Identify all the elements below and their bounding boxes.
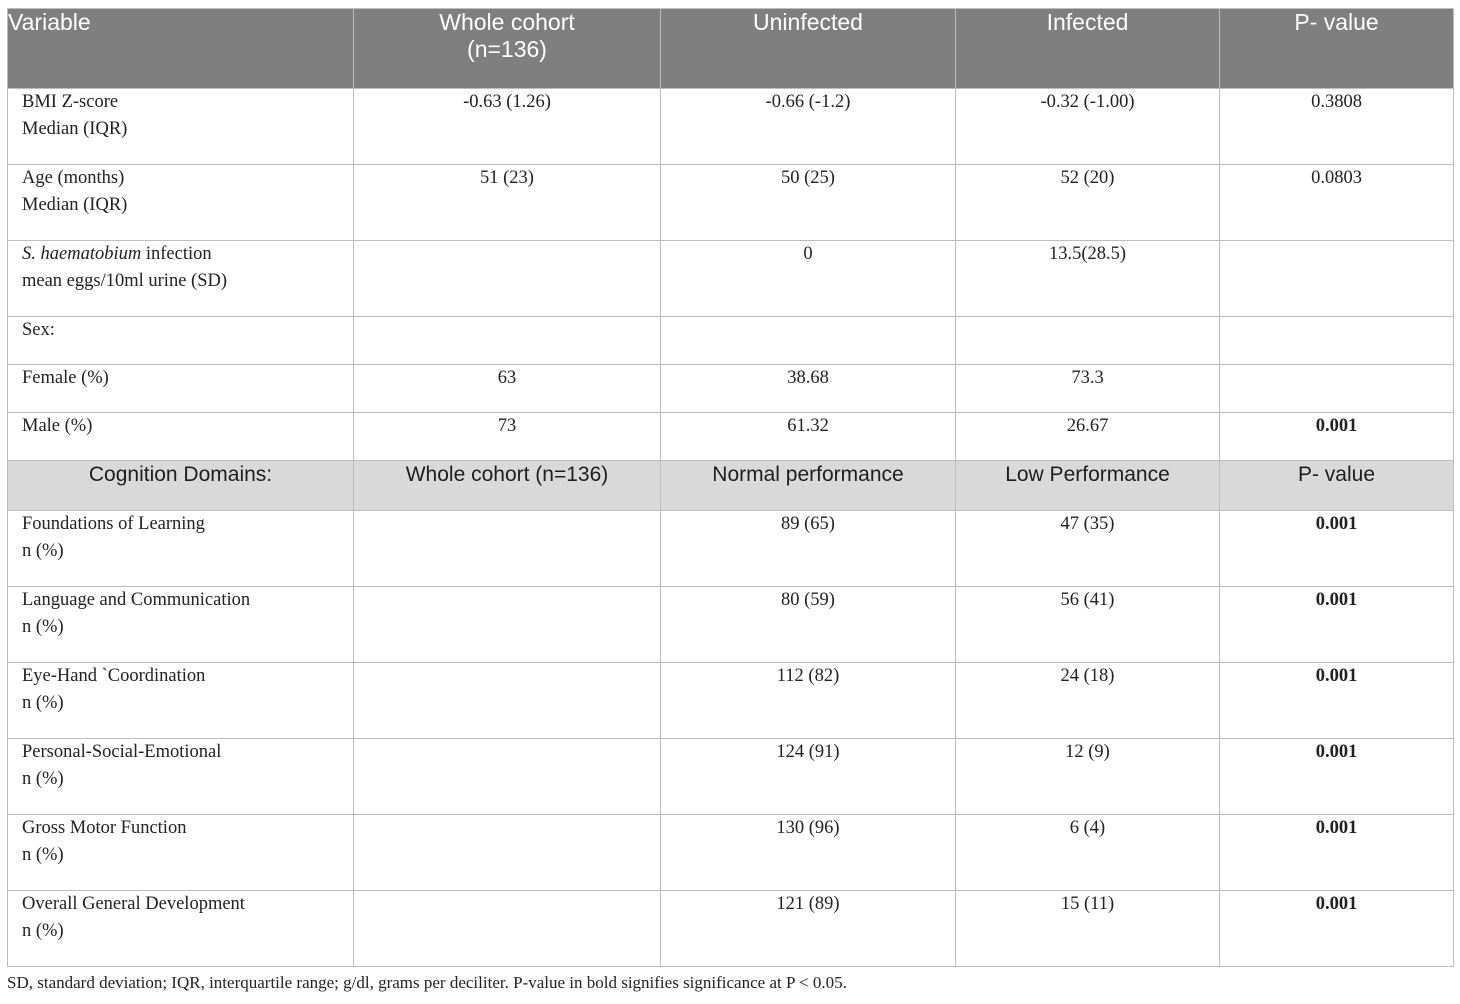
cell-p-value: 0.001 (1220, 891, 1454, 967)
cell-p-value (1220, 317, 1454, 365)
cell-normal: 121 (89) (661, 891, 956, 967)
cell-whole: 73 (354, 413, 661, 461)
cell-normal: 124 (91) (661, 739, 956, 815)
cell-whole: 51 (23) (354, 165, 661, 241)
cell-low: 15 (11) (956, 891, 1220, 967)
subheader-normal-performance: Normal performance (661, 461, 956, 511)
row-label: Personal-Social-Emotional n (%) (8, 739, 354, 815)
cell-p-value: 0.001 (1220, 663, 1454, 739)
cell-normal: 112 (82) (661, 663, 956, 739)
table-row (8, 317, 1454, 365)
cell-low: 56 (41) (956, 587, 1220, 663)
cell-whole (354, 587, 661, 663)
cell-whole (354, 511, 661, 587)
table-row (8, 739, 1454, 815)
cell-p-value: 0.001 (1220, 413, 1454, 461)
cell-p-value: 0.3808 (1220, 89, 1454, 165)
table-row (8, 511, 1454, 587)
table-row (8, 587, 1454, 663)
cell-normal: 89 (65) (661, 511, 956, 587)
cell-uninfected: 38.68 (661, 365, 956, 413)
cell-whole: 63 (354, 365, 661, 413)
cell-p-value: 0.001 (1220, 739, 1454, 815)
row-label: Male (%) (8, 413, 354, 461)
subheader-whole-cohort: Whole cohort (n=136) (354, 461, 661, 511)
cell-normal: 130 (96) (661, 815, 956, 891)
row-label: Age (months) Median (IQR) (8, 165, 354, 241)
cell-low: 12 (9) (956, 739, 1220, 815)
cell-p-value: 0.001 (1220, 587, 1454, 663)
cell-uninfected (661, 317, 956, 365)
cell-uninfected: 0 (661, 241, 956, 317)
cell-p-value (1220, 365, 1454, 413)
cell-whole (354, 891, 661, 967)
row-label: Overall General Development n (%) (8, 891, 354, 967)
cell-whole (354, 815, 661, 891)
cell-infected: 26.67 (956, 413, 1220, 461)
cell-p-value: 0.001 (1220, 815, 1454, 891)
row-label: Foundations of Learning n (%) (8, 511, 354, 587)
table-row (8, 241, 1454, 317)
cell-whole (354, 663, 661, 739)
cell-low: 6 (4) (956, 815, 1220, 891)
cell-whole (354, 317, 661, 365)
table-row (8, 89, 1454, 165)
subheader-cognition-domains: Cognition Domains: (8, 461, 354, 511)
cell-whole (354, 739, 661, 815)
subheader-p-value: P- value (1220, 461, 1454, 511)
species-name: S. haematobium (22, 244, 142, 264)
cell-p-value (1220, 241, 1454, 317)
table-row (8, 365, 1454, 413)
cell-p-value: 0.0803 (1220, 165, 1454, 241)
header-whole-cohort: Whole cohort (n=136) (354, 9, 661, 89)
cell-low: 47 (35) (956, 511, 1220, 587)
cell-infected (956, 317, 1220, 365)
table-subheader-row (8, 461, 1454, 511)
table-row (8, 891, 1454, 967)
table-row (8, 413, 1454, 461)
cell-uninfected: 61.32 (661, 413, 956, 461)
row-label: Gross Motor Function n (%) (8, 815, 354, 891)
cell-uninfected: -0.66 (-1.2) (661, 89, 956, 165)
header-p-value: P- value (1220, 9, 1454, 89)
cell-p-value: 0.001 (1220, 511, 1454, 587)
table-row (8, 165, 1454, 241)
row-label: Eye-Hand `Coordination n (%) (8, 663, 354, 739)
cell-infected: -0.32 (-1.00) (956, 89, 1220, 165)
cell-infected: 73.3 (956, 365, 1220, 413)
row-label: S. haematobium infection mean eggs/10ml urine (SD) (8, 241, 354, 317)
data-table (7, 8, 1454, 967)
cell-whole: -0.63 (1.26) (354, 89, 661, 165)
cell-low: 24 (18) (956, 663, 1220, 739)
row-label: BMI Z-score Median (IQR) (8, 89, 354, 165)
cell-infected: 13.5(28.5) (956, 241, 1220, 317)
header-infected: Infected (956, 9, 1220, 89)
row-label: Female (%) (8, 365, 354, 413)
header-uninfected: Uninfected (661, 9, 956, 89)
table-row (8, 663, 1454, 739)
cell-whole (354, 241, 661, 317)
subheader-low-performance: Low Performance (956, 461, 1220, 511)
row-label: Language and Communication n (%) (8, 587, 354, 663)
header-variable: Variable (8, 9, 354, 89)
cell-normal: 80 (59) (661, 587, 956, 663)
table-row (8, 815, 1454, 891)
cell-infected: 52 (20) (956, 165, 1220, 241)
table-header-row (8, 9, 1454, 89)
cell-uninfected: 50 (25) (661, 165, 956, 241)
row-label: Sex: (8, 317, 354, 365)
table-footnote: SD, standard deviation; IQR, interquartile range; g/dl, grams per deciliter. P-value in bold signifies significance at P < 0.05. (7, 973, 847, 992)
